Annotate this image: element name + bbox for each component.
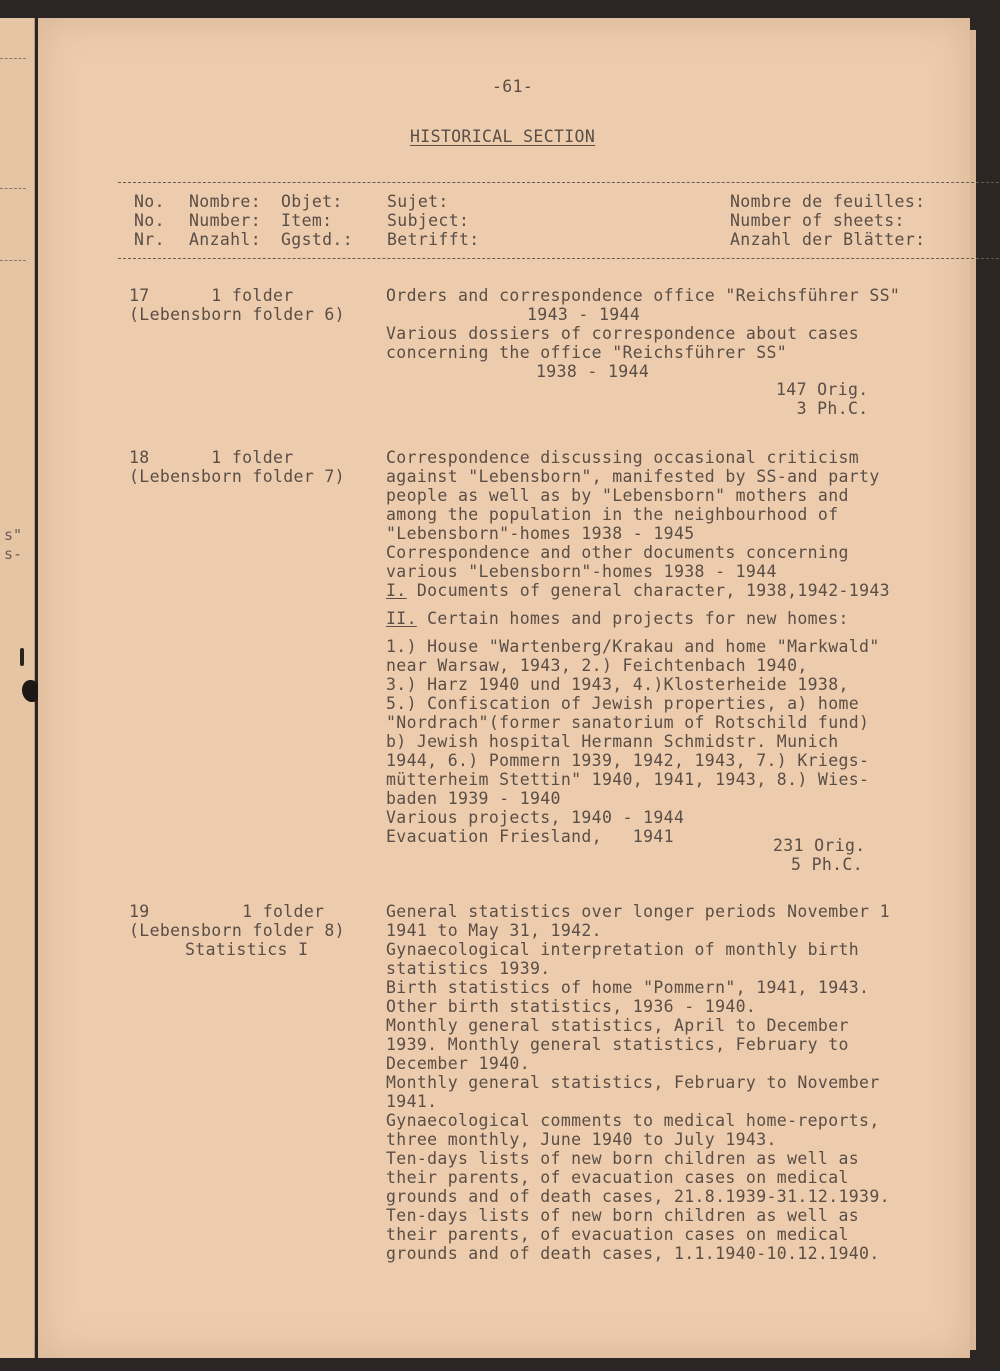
header-label: Number of sheets: <box>730 211 905 230</box>
entry-count: 1 folder <box>211 286 294 305</box>
header-label: Ggstd.: <box>281 230 353 249</box>
subject-line: people as well as by "Lebensborn" mothers and <box>386 486 849 505</box>
subject-line: Ten-days lists of new born children as well as <box>386 1206 860 1225</box>
subject-line: Gynaecological interpretation of monthly birth <box>386 940 860 959</box>
entry-no: 19 <box>129 902 150 921</box>
header-label: Nr. <box>134 230 165 249</box>
subject-line: grounds and of death cases, 1.1.1940-10.12.1940. <box>386 1244 880 1263</box>
document-page <box>38 18 970 1358</box>
subject-line: Various dossiers of correspondence about cases <box>386 324 860 343</box>
subject-line: concerning the office "Reichsführer SS" <box>386 343 788 362</box>
section-marker: II. <box>386 609 417 628</box>
subject-line: Evacuation Friesland, 1941 <box>386 827 674 846</box>
subject-line: Orders and correspondence office "Reichsführer SS" <box>386 286 901 305</box>
subject-line: among the population in the neighbourhood of <box>386 505 839 524</box>
section-marker: I. <box>386 581 407 600</box>
entry-number-line <box>129 902 345 921</box>
subject-line: Various projects, 1940 - 1944 <box>386 808 685 827</box>
subject-line: b) Jewish hospital Hermann Schmidstr. Munich <box>386 732 839 751</box>
header-item-column <box>281 192 353 249</box>
subject-line: 1938 - 1944 <box>536 362 650 381</box>
entry-count: 1 folder <box>211 448 294 467</box>
header-label: Sujet: <box>387 192 449 211</box>
entry-number-line <box>129 448 345 467</box>
subject-line: statistics 1939. <box>386 959 551 978</box>
subject-line: I. Documents of general character, 1938,1942-1943 <box>386 581 890 600</box>
subject-line: Correspondence discussing occasional criticism <box>386 448 860 467</box>
header-label: Betrifft: <box>387 230 480 249</box>
entry-no: 18 <box>129 448 150 467</box>
entry-18-subject <box>386 448 986 846</box>
subject-line: mütterheim Stettin" 1940, 1941, 1943, 8.) Wies- <box>386 770 870 789</box>
header-top-rule <box>118 182 1000 183</box>
entry-17-subject <box>386 286 986 381</box>
subject-line: near Warsaw, 1943, 2.) Feichtenbach 1940, <box>386 656 808 675</box>
entry-19-subject <box>386 902 986 1263</box>
header-label: Anzahl der Blätter: <box>730 230 926 249</box>
header-sheets-column <box>730 192 925 249</box>
header-subject-column <box>387 192 480 249</box>
entry-17-ident <box>129 286 345 324</box>
subject-line: Correspondence and other documents concerning <box>386 543 849 562</box>
subject-line: Gynaecological comments to medical home-reports, <box>386 1111 880 1130</box>
subject-line: Monthly general statistics, February to November <box>386 1073 880 1092</box>
header-number-column <box>189 192 261 249</box>
subject-line: "Lebensborn"-homes 1938 - 1945 <box>386 524 695 543</box>
header-label: Objet: <box>281 192 343 211</box>
sheet-count: 5 Ph.C. <box>791 855 863 874</box>
subject-line: Birth statistics of home "Pommern", 1941, 1943. <box>386 978 870 997</box>
sheet-count: 3 Ph.C. <box>796 399 869 418</box>
subject-line: grounds and of death cases, 21.8.1939-31.12.1939. <box>386 1187 890 1206</box>
entry-item-sub: Statistics I <box>185 940 309 959</box>
header-label: Nombre de feuilles: <box>730 192 926 211</box>
subject-line: 1944, 6.) Pommern 1939, 1942, 1943, 7.) Kriegs- <box>386 751 870 770</box>
header-label: Nombre: <box>189 192 261 211</box>
subject-line: 1.) House "Wartenberg/Krakau and home "Markwald" <box>386 637 880 656</box>
header-label: Anzahl: <box>189 230 261 249</box>
entry-18-ident <box>129 448 345 486</box>
entry-item: (Lebensborn folder 6) <box>129 305 345 324</box>
subject-line: baden 1939 - 1940 <box>386 789 561 808</box>
header-label: No. <box>134 211 165 230</box>
entry-17-sheets <box>776 380 869 418</box>
subject-line: 1939. Monthly general statistics, February to <box>386 1035 849 1054</box>
page-number: -61- <box>492 77 534 96</box>
subject-line: their parents, of evacuation cases on medical <box>386 1168 849 1187</box>
header-no-column <box>134 192 165 249</box>
header-label: Number: <box>189 211 261 230</box>
entry-number-line <box>129 286 345 305</box>
header-label: No. <box>134 192 165 211</box>
ink-mark <box>20 648 24 666</box>
subject-line: against "Lebensborn", manifested by SS-and party <box>386 467 880 486</box>
subject-line: 5.) Confiscation of Jewish properties, a) home <box>386 694 860 713</box>
header-label: Item: <box>281 211 333 230</box>
section-title: HISTORICAL SECTION <box>410 127 596 146</box>
subject-line: II. Certain homes and projects for new homes: <box>386 609 849 628</box>
subject-line: three monthly, June 1940 to July 1943. <box>386 1130 777 1149</box>
subject-line: 1941 to May 31, 1942. <box>386 921 602 940</box>
subject-line: General statistics over longer periods November 1 <box>386 902 890 921</box>
subject-line: 1941. <box>386 1092 438 1111</box>
entry-no: 17 <box>129 286 150 305</box>
subject-line: Other birth statistics, 1936 - 1940. <box>386 997 757 1016</box>
sheet-count: 231 Orig. <box>773 836 866 855</box>
subject-line: their parents, of evacuation cases on medical <box>386 1225 849 1244</box>
subject-line: 1943 - 1944 <box>527 305 641 324</box>
entry-count: 1 folder <box>242 902 325 921</box>
subject-line: December 1940. <box>386 1054 530 1073</box>
header-label: Subject: <box>387 211 470 230</box>
left-page-fragment: s- <box>4 545 23 563</box>
subject-line: Ten-days lists of new born children as well as <box>386 1149 860 1168</box>
subject-line: 3.) Harz 1940 und 1943, 4.)Klosterheide 1938, <box>386 675 849 694</box>
subject-line: "Nordrach"(former sanatorium of Rotschild fund) <box>386 713 870 732</box>
entry-item: (Lebensborn folder 8) <box>129 921 345 940</box>
entry-19-ident <box>129 902 345 959</box>
sheet-count: 147 Orig. <box>776 380 869 399</box>
left-page-fragment: s" <box>4 526 23 544</box>
subject-line: Monthly general statistics, April to December <box>386 1016 849 1035</box>
subject-line: various "Lebensborn"-homes 1938 - 1944 <box>386 562 777 581</box>
entry-item: (Lebensborn folder 7) <box>129 467 345 486</box>
header-bottom-rule <box>118 258 1000 259</box>
entry-18-sheets <box>773 836 866 874</box>
